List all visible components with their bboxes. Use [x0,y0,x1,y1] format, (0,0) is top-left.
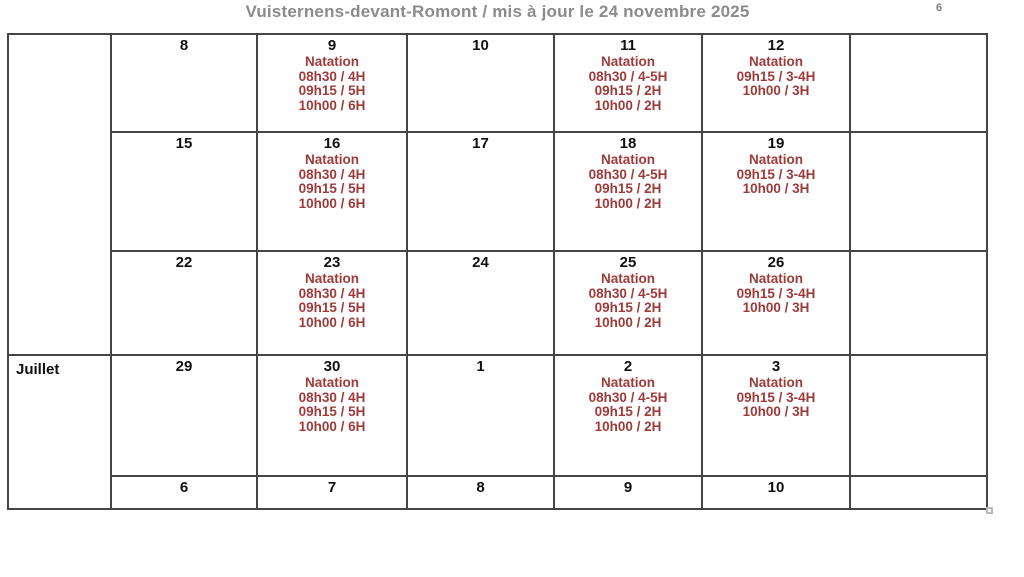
empty-cell [851,477,986,508]
day-cell [408,252,553,354]
day-cell [703,252,849,354]
day-number: 24 [472,254,489,271]
schedule-line: 10h00 / 2H [594,97,662,113]
day-cell [112,35,256,131]
schedule-line: 09h15 / 2H [594,300,662,316]
activity-label: Natation [601,271,655,286]
schedule-line: 10h00 / 6H [298,195,366,211]
swim-schedule [555,376,701,434]
schedule-line: 09h15 / 5H [298,300,366,316]
empty-cell [851,252,986,354]
schedule-line: 10h00 / 2H [594,195,662,211]
day-number: 15 [175,135,193,152]
activity-label: Natation [305,152,359,167]
day-number [851,477,986,479]
swim-schedule [703,376,849,420]
day-number: 30 [323,358,341,375]
footer-day-cell [408,477,553,508]
schedule-line: 10h00 / 3H [742,300,810,316]
swim-schedule [258,153,406,211]
day-cell [112,356,256,475]
day-number: 25 [619,254,637,271]
day-number: 8 [179,37,189,54]
day-number: 11 [620,37,636,54]
schedule-line: 09h15 / 5H [298,83,366,99]
day-cell [408,35,553,131]
day-number: 29 [175,358,193,375]
day-cell [408,133,553,250]
day-number: 2 [623,358,633,375]
day-cell [555,133,701,250]
day-number [851,133,986,135]
schedule-line: 09h15 / 2H [594,404,662,420]
day-number: 9 [327,37,337,54]
swim-schedule [555,153,701,211]
schedule-line: 08h30 / 4-5H [588,285,668,301]
month-cell [9,356,110,508]
schedule-line: 08h30 / 4H [298,166,366,182]
resize-handle[interactable] [986,507,993,514]
swim-schedule [703,153,849,197]
activity-label: Natation [305,375,359,390]
day-cell [258,356,406,475]
day-number: 26 [767,254,785,271]
footer-day-cell [258,477,406,508]
schedule-line: 08h30 / 4-5H [588,389,668,405]
day-cell [555,356,701,475]
schedule-line: 09h15 / 3-4H [736,68,816,84]
swim-schedule [703,272,849,316]
day-number: 16 [323,135,341,152]
day-number: 19 [767,135,785,152]
day-cell [112,252,256,354]
schedule-line: 10h00 / 3H [742,181,810,197]
empty-cell [851,133,986,250]
calendar-table [7,33,988,510]
schedule-line: 09h15 / 3-4H [736,389,816,405]
schedule-line: 10h00 / 6H [298,418,366,434]
day-cell [703,356,849,475]
swim-schedule [555,272,701,330]
day-cell [408,356,553,475]
day-number: 10 [472,37,489,54]
day-number: 12 [767,37,785,54]
schedule-line: 08h30 / 4H [298,285,366,301]
schedule-line: 10h00 / 3H [742,83,810,99]
day-number: 9 [623,479,633,496]
day-number [851,252,986,254]
day-number [851,35,986,37]
day-cell [258,133,406,250]
day-number [851,356,986,358]
day-number: 23 [323,254,341,271]
schedule-line: 10h00 / 3H [742,404,810,420]
activity-label: Natation [601,375,655,390]
schedule-line: 09h15 / 2H [594,181,662,197]
activity-label: Natation [749,375,803,390]
page-number: 6 [936,2,943,14]
month-label: Juillet [16,361,60,378]
activity-label: Natation [749,54,803,69]
schedule-line: 08h30 / 4-5H [588,68,668,84]
day-cell [112,133,256,250]
day-cell [258,35,406,131]
schedule-line: 09h15 / 3-4H [736,166,816,182]
day-number: 10 [767,479,785,496]
month-cell-empty [9,35,110,354]
schedule-line: 09h15 / 5H [298,181,366,197]
activity-label: Natation [305,54,359,69]
schedule-line: 08h30 / 4-5H [588,166,668,182]
swim-schedule [555,55,701,113]
day-cell [555,35,701,131]
activity-label: Natation [305,271,359,286]
schedule-line: 10h00 / 2H [594,314,662,330]
schedule-line: 09h15 / 5H [298,404,366,420]
schedule-line: 09h15 / 2H [594,83,662,99]
day-number: 3 [771,358,781,375]
page-title: Vuisternens-devant-Romont / mis à jour le 24 novembre 2025 [245,2,750,21]
schedule-line: 08h30 / 4H [298,68,366,84]
footer-day-cell [555,477,701,508]
empty-cell [851,356,986,475]
activity-label: Natation [749,271,803,286]
day-number: 1 [476,358,485,375]
day-number: 17 [472,135,489,152]
day-cell [555,252,701,354]
day-cell [703,35,849,131]
day-number: 8 [476,479,485,496]
empty-cell [851,35,986,131]
swim-schedule [703,55,849,99]
swim-schedule [258,272,406,330]
day-number: 6 [179,479,189,496]
day-cell [703,133,849,250]
activity-label: Natation [601,54,655,69]
schedule-line: 10h00 / 6H [298,97,366,113]
day-number: 7 [327,479,337,496]
activity-label: Natation [601,152,655,167]
schedule-line: 10h00 / 6H [298,314,366,330]
day-number: 22 [175,254,193,271]
swim-schedule [258,376,406,434]
footer-day-cell [112,477,256,508]
footer-day-cell [703,477,849,508]
activity-label: Natation [749,152,803,167]
schedule-line: 09h15 / 3-4H [736,285,816,301]
schedule-line: 10h00 / 2H [594,418,662,434]
schedule-line: 08h30 / 4H [298,389,366,405]
day-number: 18 [619,135,637,152]
day-cell [258,252,406,354]
swim-schedule [258,55,406,113]
